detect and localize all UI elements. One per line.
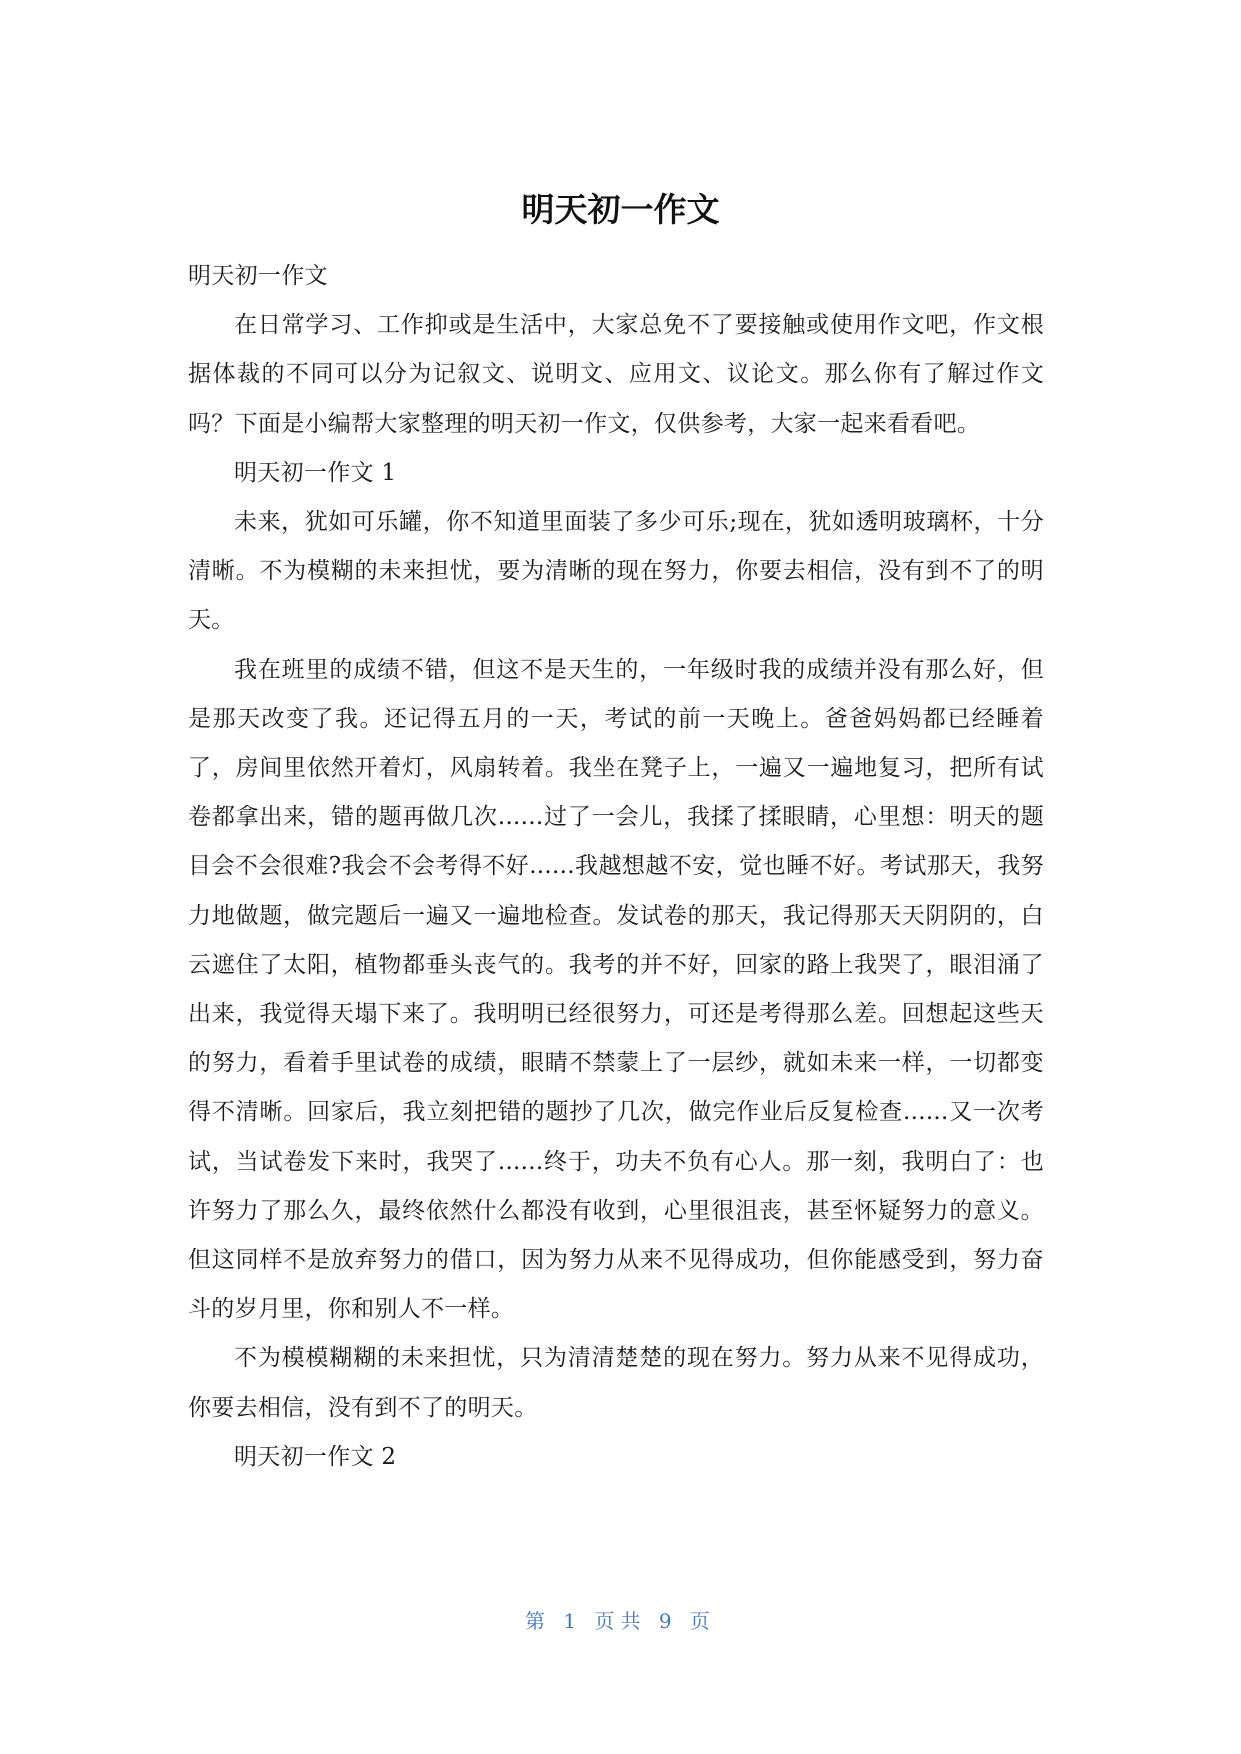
intro-paragraph: 在日常学习、工作抑或是生活中，大家总免不了要接触或使用作文吧，作文根据体裁的不同可以分为记叙文、说明文、应用文、议论文。那么你有了解过作文吗？下面是小编帮大家整理的明天初一作文，仅供参考，大家一起来看看吧。 [188,312,1044,437]
paragraph: 我在班里的成绩不错，但这不是天生的，一年级时我的成绩并没有那么好，但是那天改变了我。还记得五月的一天，考试的前一天晚上。爸爸妈妈都已经睡着了，房间里依然开着灯，风扇转着。我坐在凳子上，一遍又一遍地复习，把所有试卷都拿出来，错的题再做几次......过了一会儿，我揉了揉眼睛，心里想：明天的题目会不会很难?我会不会考得不好......我越想越不安，觉也睡不好。考试那天，我努力地做题，做完题后一遍又一遍地检查。发试卷的那天，我记得那天天阴阴的，白云遮住了太阳，植物都垂头丧气的。我考的并不好，回家的路上我哭了，眼泪涌了出来，我觉得天塌下来了。我明明已经很努力，可还是考得那么差。回想起这些天的努力，看着手里试卷的成绩，眼睛不禁蒙上了一层纱，就如未来一样，一切都变得不清晰。回家后，我立刻把错的题抄了几次，做完作业后反复检查......又一次考试，当试卷发下来时，我哭了......终于，功夫不负有心人。那一刻，我明白了：也许努力了那么久，最终依然什么都没有收到，心里很沮丧，甚至怀疑努力的意义。但这同样不是放弃努力的借口，因为努力从来不见得成功，但你能感受到，努力奋斗的岁月里，你和别人不一样。 [188,656,1044,1323]
page-number-footer: 第 1 页共 9 页 [525,1609,716,1633]
section-heading-1: 明天初一作文 1 [234,459,397,486]
section-heading-2: 明天初一作文 2 [234,1443,397,1470]
document-title: 明天初一作文 [521,190,720,229]
paragraph: 不为模模糊糊的未来担忧，只为清清楚楚的现在努力。努力从来不见得成功，你要去相信，没有到不了的明天。 [188,1345,1044,1421]
subtitle-line: 明天初一作文 [188,263,328,289]
document-body [188,252,1044,1482]
paragraph: 未来，犹如可乐罐，你不知道里面装了多少可乐;现在，犹如透明玻璃杯，十分清晰。不为模糊的未来担忧，要为清晰的现在努力，你要去相信，没有到不了的明天。 [188,509,1044,634]
